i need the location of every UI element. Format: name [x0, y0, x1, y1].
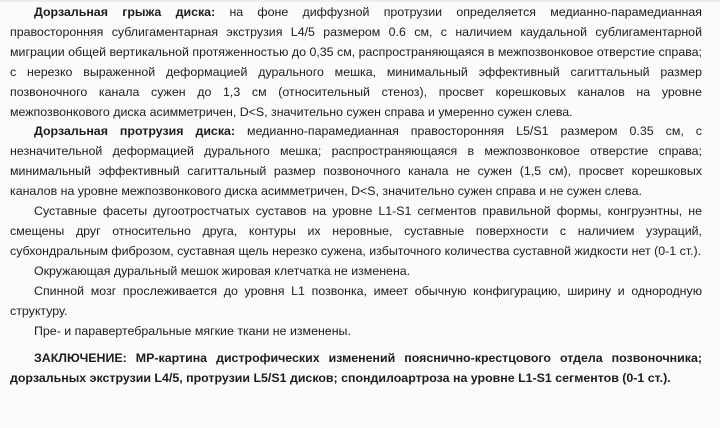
protrusion-heading: Дорзальная протрузия диска: — [34, 124, 236, 139]
soft-tissue-paragraph: Пре- и паравертебральные мягкие ткани не изменены. — [34, 323, 351, 338]
faint-watermark — [562, 400, 712, 422]
report-body — [10, 3, 702, 389]
dural-sac-paragraph: Окружающая дуральный мешок жировая клетчатка не изменена. — [34, 263, 411, 278]
hernia-paragraph — [10, 3, 702, 122]
conclusion-paragraph: ЗАКЛЮЧЕНИЕ: МР-картина дистрофических изменений пояснично-крестцового отдела позвоночника; дорзальных экструзии L4/5, протрузии L5/S1 дисков; спондилоартроза на уровне L1-S1 сегментов (0-1 ст.). — [10, 351, 702, 386]
hernia-heading: Дорзальная грыжа диска: — [34, 5, 216, 19]
section-gap — [10, 341, 702, 349]
protrusion-description: медианно-парамедианная правосторонняя L5/S1 размером 0.35 см, с незначительной деформацией дурального мешка; распространяющаяся в межпозвонковое отверстие справа; минимальный эффективный сагиттальный размер позвоночного канала не сужен (1,5 см), просвет корешковых каналов на уровне межпозвонкового диска асимметричен, D<S, значительно сужен справа и не сужен слева. — [10, 124, 702, 199]
hernia-description: на фоне диффузной протрузии определяется медианно-парамедианная правосторонняя сублигаментарная экструзия L4/5 размером 0.6 см, с наличием каудальной сублигаментарной миграции общей вертикальной протяженностью до 0,35 см, распространяющаяся в межпозвонковое отверстие справа; с нерезко выраженной деформацией дурального мешка, минимальный эффективный сагиттальный размер позвоночного канала сужен до 1,3 см (относительный стеноз), просвет корешковых каналов на уровне межпозвонкового диска асимметричен, D<S, значительно сужен справа и умеренно сужен слева. — [10, 5, 702, 119]
facets-paragraph: Суставные фасеты дугоотростчатых суставов на уровне L1-S1 сегментов правильной формы, конгруэнтны, не смещены друг относительно друга, контуры их неровные, суставные поверхности с наличием узураций, субхондральным фиброзом, суставная щель нерезко сужена, избыточного количества суставной жидкости нет (0-1 ст.). — [10, 204, 702, 258]
spinal-cord-paragraph: Спинной мозг прослеживается до уровня L1 позвонка, имеет обычную конфигурацию, ширину и однородную структуру. — [10, 283, 702, 318]
protrusion-paragraph — [10, 122, 702, 202]
